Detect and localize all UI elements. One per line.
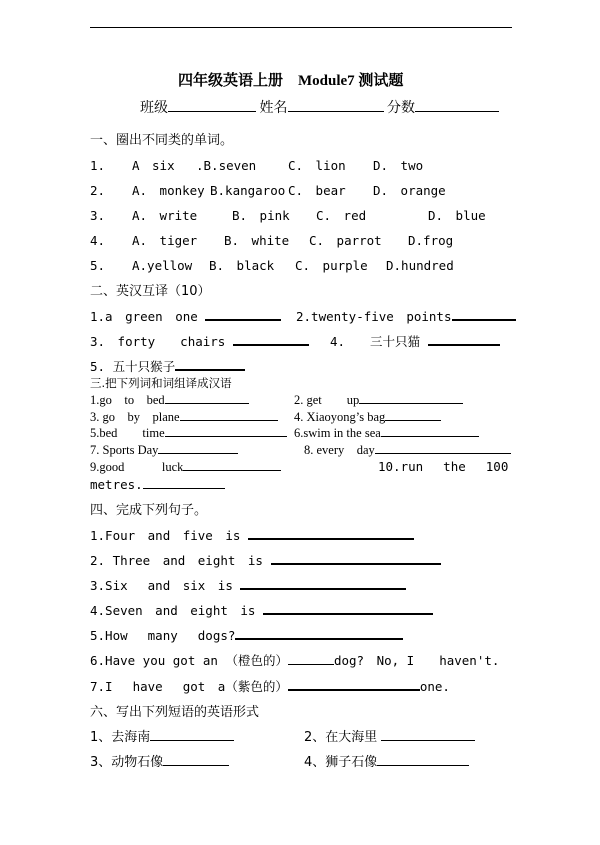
answer-blank[interactable]: [385, 419, 441, 421]
score-blank[interactable]: [415, 110, 499, 112]
sec4-item-text: 6.Have you got an （橙色的）: [90, 653, 288, 668]
option-a: A. write: [132, 208, 198, 223]
q-number: 4.: [90, 233, 106, 248]
name-label: 姓名: [259, 101, 288, 116]
sec4-item-text: 5.How many dogs?: [90, 628, 236, 643]
q-number: 1.: [90, 158, 106, 173]
sec3-item: [294, 394, 463, 407]
answer-blank[interactable]: [165, 435, 287, 437]
answer-blank[interactable]: [205, 318, 281, 321]
sec4-item: [90, 605, 433, 618]
sec2-item-text: 1.a green one: [90, 309, 198, 324]
sec4-item: [90, 580, 406, 593]
answer-blank[interactable]: [235, 637, 403, 640]
top-rule: [90, 27, 512, 28]
sec3-item-text: 5.bed time: [90, 426, 165, 440]
info-line: [140, 102, 499, 116]
class-label: 班级: [140, 101, 168, 116]
answer-blank[interactable]: [375, 452, 511, 454]
option-d: D.hundred: [386, 258, 454, 273]
option-d: D. two: [373, 158, 424, 173]
answer-blank[interactable]: [359, 402, 463, 404]
answer-blank[interactable]: [158, 452, 238, 454]
sec4-item-text: 1.Four and five is: [90, 528, 241, 543]
section4-heading: 四、完成下列句子。: [90, 503, 208, 518]
sec4-item-text: 3.Six and six is: [90, 578, 233, 593]
option-c: C. red: [316, 208, 367, 223]
sec3-item: 10.run the 100: [378, 459, 509, 474]
answer-blank[interactable]: [233, 343, 309, 346]
sec4-item: [90, 555, 441, 568]
sec4-item-text: 7.I have got a（紫色的）: [90, 679, 288, 694]
option-b: B. black: [209, 258, 275, 273]
sec3-item: [90, 394, 249, 407]
q-number: 3.: [90, 208, 106, 223]
answer-blank[interactable]: [183, 469, 281, 471]
sec6-item-text: 3、动物石像: [90, 755, 164, 770]
sec4-item: [90, 655, 499, 668]
sec6-item-text: 1、去海南: [90, 730, 151, 745]
sec3-item-text: 3. go by plane: [90, 410, 180, 424]
sec3-item: [304, 444, 511, 457]
class-blank[interactable]: [168, 110, 256, 112]
score-label: 分数: [387, 101, 415, 116]
option-a: A.yellow: [132, 258, 193, 273]
section2-heading: 二、英汉互译（10）: [90, 284, 211, 299]
answer-blank[interactable]: [377, 764, 469, 766]
sec6-item: [304, 731, 475, 744]
sec2-item: [90, 336, 309, 349]
answer-blank[interactable]: [180, 419, 278, 421]
sec2-item: [330, 336, 500, 349]
sec2-item: [90, 361, 245, 374]
q-number: 5.: [90, 258, 106, 273]
sec4-item: [90, 530, 414, 543]
answer-blank[interactable]: [271, 562, 441, 565]
answer-blank[interactable]: [381, 435, 479, 437]
q-number: 2.: [90, 183, 106, 198]
answer-blank[interactable]: [428, 343, 500, 346]
answer-blank[interactable]: [165, 402, 249, 404]
sec3-item: [90, 444, 238, 457]
answer-blank[interactable]: [248, 537, 414, 540]
name-blank[interactable]: [288, 110, 384, 112]
answer-blank[interactable]: [175, 368, 245, 371]
option-d: D. orange: [373, 183, 446, 198]
section6-heading: 六、写出下列短语的英语形式: [90, 705, 260, 720]
option-d: D. blue: [428, 208, 486, 223]
sec4-item: [90, 681, 450, 694]
sec3-item: [90, 411, 278, 424]
page-title: 四年级英语上册 Module7 测试题: [178, 73, 404, 89]
sec3-item: [294, 411, 441, 424]
option-c: C. purple: [295, 258, 368, 273]
answer-blank[interactable]: [381, 739, 475, 741]
sec6-item-text: 4、狮子石像: [304, 755, 378, 770]
sec4-item-text: one.: [419, 679, 450, 694]
sec4-item-text: 2. Three and eight is: [90, 553, 263, 568]
option-b: B. pink: [232, 208, 290, 223]
option-a: A six: [132, 158, 175, 173]
option-a: A. tiger: [132, 233, 198, 248]
option-b: B.kangaroo: [210, 183, 286, 198]
sec3-item-text: 4. Xiaoyong’s bag: [294, 410, 386, 424]
sec3-item-text: 2. get up: [294, 393, 360, 407]
answer-blank[interactable]: [163, 764, 229, 766]
sec6-item-text: 2、在大海里: [304, 730, 378, 745]
sec3-item-text: metres.: [90, 477, 143, 492]
sec2-item: [296, 311, 516, 324]
sec3-item-text: 1.go to bed: [90, 393, 165, 407]
sec2-item-text: 5. 五十只猴子: [90, 359, 176, 374]
sec4-item-text: 4.Seven and eight is: [90, 603, 256, 618]
sec2-item: [90, 311, 281, 324]
sec3-item: [90, 461, 281, 474]
sec3-item: [90, 427, 287, 440]
section1-heading: 一、圈出不同类的单词。: [90, 133, 234, 148]
answer-blank[interactable]: [288, 688, 420, 691]
sec4-item: [90, 630, 403, 643]
answer-blank[interactable]: [452, 318, 516, 321]
sec4-item-text: dog? No, I haven't.: [333, 653, 500, 668]
option-a: A. monkey: [132, 183, 205, 198]
sec2-item-text: 2.twenty-five points: [296, 309, 452, 324]
option-c: C. lion: [288, 158, 346, 173]
sec3-item-text: 6.swim in the sea: [294, 426, 381, 440]
sec2-item-text: 3. forty chairs: [90, 334, 226, 349]
sec3-item-text: 9.good luck: [90, 460, 184, 474]
sec6-item: [304, 756, 469, 769]
sec3-item-text: 7. Sports Day: [90, 443, 159, 457]
option-c: C. bear: [288, 183, 346, 198]
answer-blank[interactable]: [150, 739, 234, 741]
sec2-item-text: 4. 三十只猫: [330, 334, 421, 349]
sec6-item: [90, 756, 229, 769]
option-b: B. white: [224, 233, 290, 248]
sec3-item: [90, 479, 225, 492]
answer-blank[interactable]: [288, 663, 334, 665]
answer-blank[interactable]: [263, 612, 433, 615]
sec3-item: [294, 427, 479, 440]
option-c: C. parrot: [309, 233, 382, 248]
section3-heading: 三.把下列词和词组译成汉语: [90, 376, 232, 390]
answer-blank[interactable]: [240, 587, 406, 590]
option-b: .B.seven: [196, 158, 257, 173]
sec3-item-text: 8. every day: [304, 443, 375, 457]
answer-blank[interactable]: [143, 487, 225, 489]
option-d: D.frog: [408, 233, 454, 248]
sec6-item: [90, 731, 234, 744]
